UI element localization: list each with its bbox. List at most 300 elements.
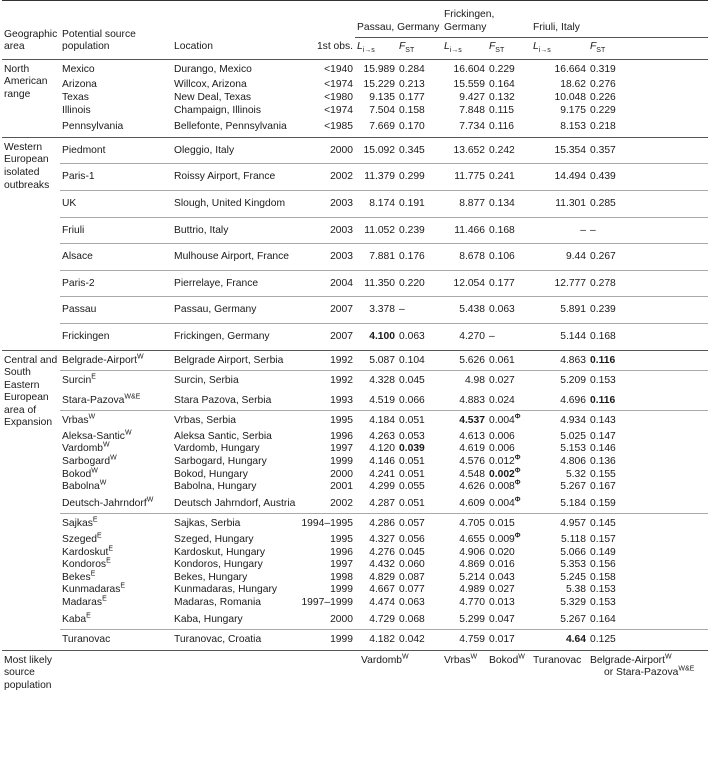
header-fst-stat: $F_{ST}$ <box>588 38 708 60</box>
header-location: Location <box>172 1 297 59</box>
frickingen-fst-cell: 0.024 <box>489 394 515 406</box>
friuli-l-cell: 5.184 <box>560 497 586 509</box>
passau-l-cell: 4.276 <box>369 546 395 558</box>
location-cell: Slough, United Kingdom <box>172 190 297 217</box>
source-population-cell: Babolna$^W$ <box>62 479 107 493</box>
friuli-l-cell: 10.048 <box>554 91 586 103</box>
source-population-cell: Piedmont <box>60 137 172 164</box>
frickingen-fst-cell: 0.063 <box>487 297 531 324</box>
friuli-l-cell: 8.153 <box>560 121 586 133</box>
superscript-mark: W <box>518 653 525 661</box>
passau-fst-cell: 0.239 <box>397 217 442 244</box>
passau-l-cell: 4.286 <box>355 514 397 534</box>
passau-l-cell: 4.182 <box>355 630 397 651</box>
table-row <box>2 117 708 137</box>
frickingen-l-cell: 4.906 <box>459 546 485 558</box>
location-cell: Sajkas, Serbia <box>172 514 297 534</box>
first-observation-cell: 2007 <box>297 323 355 350</box>
frickingen-l-cell: 4.537 <box>442 411 487 431</box>
friuli-l-cell: 5.025 <box>560 430 586 442</box>
superscript-mark: E <box>96 532 102 540</box>
passau-fst-cell: 0.053 <box>399 430 425 442</box>
location-cell: Deutsch Jahrndorf, Austria <box>174 497 296 509</box>
passau-fst-cell: 0.045 <box>399 546 425 558</box>
friuli-l-cell: 5.144 <box>531 323 588 350</box>
passau-fst-cell: 0.063 <box>397 323 442 350</box>
frickingen-l-cell: 4.613 <box>459 430 485 442</box>
location-cell: New Deal, Texas <box>174 91 252 103</box>
location-cell: Bokod, Hungary <box>174 468 248 480</box>
location-cell: Babolna, Hungary <box>174 481 257 493</box>
first-observation-cell: 1997 <box>330 443 353 455</box>
friuli-fst-cell: 0.226 <box>590 91 616 103</box>
frickingen-l-cell: 4.98 <box>442 371 487 391</box>
header-friuli-group: Friuli, Italy <box>531 1 708 38</box>
source-population-cell: Madaras$^E$ <box>62 595 107 608</box>
table-row <box>2 469 708 482</box>
friuli-fst-cell: – <box>588 217 708 244</box>
phi-mark: Φ <box>514 532 521 540</box>
frickingen-fst-cell: 0.006 <box>489 430 515 442</box>
location-cell: Champaign, Illinois <box>174 104 261 116</box>
source-population-cell: Paris-2 <box>60 270 172 297</box>
source-friuli-fst: Belgrade-Airport$^W$ or Stara-Pazova$^{W\&E}$ <box>588 650 708 692</box>
table-row <box>2 137 708 164</box>
location-cell: Kaba, Hungary <box>174 613 243 625</box>
friuli-l-cell: 4.957 <box>531 514 588 534</box>
passau-fst-cell: 0.170 <box>399 121 425 133</box>
phi-mark: Φ <box>514 413 521 421</box>
first-observation-cell: <1940 <box>324 63 353 75</box>
header-geographic-area: Geographic area <box>2 1 60 59</box>
friuli-fst-cell: 0.276 <box>590 79 616 91</box>
frickingen-l-cell: 4.869 <box>459 559 485 571</box>
first-observation-cell: 2000 <box>297 137 355 164</box>
location-cell: Surcin, Serbia <box>172 371 297 391</box>
passau-l-cell: 11.350 <box>355 270 397 297</box>
passau-fst-cell: 0.104 <box>397 350 442 371</box>
passau-fst-cell: 0.220 <box>397 270 442 297</box>
first-observation-cell: 1998 <box>330 571 353 583</box>
table-row <box>2 411 708 431</box>
table-row <box>2 350 708 371</box>
friuli-fst-cell: 0.439 <box>588 164 708 191</box>
passau-l-cell: 4.120 <box>369 443 395 455</box>
table-row <box>2 190 708 217</box>
friuli-fst-cell: 0.239 <box>588 297 708 324</box>
passau-fst-cell: 0.039 <box>399 443 425 455</box>
passau-l-cell: 4.241 <box>369 468 395 480</box>
first-observation-cell: 2007 <box>297 297 355 324</box>
superscript-mark: W&E <box>678 665 695 673</box>
passau-fst-cell: 0.045 <box>397 371 442 391</box>
first-observation-cell: 1996 <box>330 546 353 558</box>
first-observation-cell: 2000 <box>330 468 353 480</box>
frickingen-l-cell: 4.609 <box>459 497 485 509</box>
frickingen-l-cell: 12.054 <box>442 270 487 297</box>
source-population-cell: Alsace <box>60 244 172 271</box>
location-cell: Bekes, Hungary <box>174 571 248 583</box>
friuli-fst-cell: 0.159 <box>590 497 616 509</box>
passau-l-cell: 7.669 <box>369 121 395 133</box>
header-fst-stat: $F_{ST}$ <box>397 38 442 60</box>
friuli-fst-cell: 0.285 <box>588 190 708 217</box>
frickingen-l-cell: 4.989 <box>459 584 485 596</box>
passau-fst-cell: 0.077 <box>399 584 425 596</box>
table-row <box>2 164 708 191</box>
frickingen-fst-cell: 0.015 <box>487 514 531 534</box>
frickingen-l-cell: 5.299 <box>459 613 485 625</box>
friuli-fst-cell: 0.125 <box>588 630 708 651</box>
phi-mark: Φ <box>514 454 521 462</box>
source-population-cell: Sarbogard$^W$ <box>62 454 117 468</box>
location-cell: Passau, Germany <box>172 297 297 324</box>
superscript-mark: W <box>664 653 672 661</box>
frickingen-l-cell: 11.775 <box>442 164 487 191</box>
friuli-fst-cell: 0.136 <box>590 456 616 468</box>
source-population-cell: Kaba$^E$ <box>62 612 91 625</box>
passau-l-cell: 4.432 <box>369 559 395 571</box>
friuli-l-cell: 4.64 <box>531 630 588 651</box>
table-row <box>2 59 708 79</box>
source-population-cell: Turanovac <box>60 630 172 651</box>
passau-fst-cell: 0.345 <box>397 137 442 164</box>
superscript-mark: W <box>402 653 409 661</box>
table-row-footer <box>2 650 708 692</box>
table-row <box>2 270 708 297</box>
frickingen-l-cell: 5.438 <box>442 297 487 324</box>
superscript-mark: E <box>102 595 107 603</box>
friuli-l-cell: 4.696 <box>560 394 586 406</box>
passau-l-cell: 4.328 <box>355 371 397 391</box>
passau-fst-cell: 0.177 <box>399 91 425 103</box>
location-cell: Belgrade Airport, Serbia <box>172 350 297 371</box>
passau-l-cell: 3.378 <box>355 297 397 324</box>
header-l-stat: $L_{i\to s}$ <box>442 38 487 60</box>
first-observation-cell: <1985 <box>324 121 353 133</box>
first-observation-cell: 1992 <box>297 350 355 371</box>
table-row <box>2 494 708 514</box>
superscript-mark: W <box>146 496 154 504</box>
frickingen-l-cell: 4.705 <box>442 514 487 534</box>
table-row <box>2 514 708 534</box>
location-cell: Kondoros, Hungary <box>174 559 263 571</box>
location-cell: Madaras, Romania <box>174 597 261 608</box>
friuli-fst-cell: 0.357 <box>588 137 708 164</box>
friuli-fst-cell: 0.146 <box>590 443 616 455</box>
location-cell: Oleggio, Italy <box>172 137 297 164</box>
friuli-l-cell: 5.118 <box>560 534 586 546</box>
passau-fst-cell: 0.051 <box>397 411 442 431</box>
table-row <box>2 323 708 350</box>
first-observation-cell: 1997–1999 <box>301 597 353 608</box>
source-population-cell: Pennsylvania <box>62 121 124 133</box>
passau-l-cell: 8.174 <box>355 190 397 217</box>
frickingen-l-cell: 16.604 <box>453 63 485 75</box>
passau-l-cell: 4.729 <box>369 613 395 625</box>
first-observation-cell: 1995 <box>330 534 353 546</box>
frickingen-l-cell: 4.759 <box>442 630 487 651</box>
first-observation-cell: 1999 <box>330 456 353 468</box>
table-row <box>2 297 708 324</box>
passau-l-cell: 9.135 <box>369 91 395 103</box>
superscript-mark: E <box>108 545 114 553</box>
frickingen-fst-cell: 0.177 <box>487 270 531 297</box>
frickingen-fst-cell: 0.027 <box>489 584 515 596</box>
source-population-cell: Frickingen <box>60 323 172 350</box>
friuli-fst-cell: 0.319 <box>590 63 616 75</box>
table-row <box>2 244 708 271</box>
frickingen-fst-cell: 0.013 <box>489 597 515 608</box>
passau-l-cell: 15.092 <box>355 137 397 164</box>
location-cell: Vrbas, Serbia <box>172 411 297 431</box>
frickingen-l-cell: 4.548 <box>459 468 485 480</box>
frickingen-l-cell: 15.559 <box>453 79 485 91</box>
header-first-observation: 1st obs. <box>297 1 355 59</box>
superscript-mark: E <box>106 557 111 565</box>
source-population-cell: Kardoskut$^E$ <box>62 545 114 558</box>
frickingen-fst-cell: 0.115 <box>489 104 515 116</box>
friuli-fst-cell: 0.218 <box>590 121 616 133</box>
passau-l-cell: 4.474 <box>369 597 395 608</box>
frickingen-fst-cell: 0.116 <box>489 121 515 133</box>
table-row <box>2 481 708 494</box>
frickingen-fst-cell: 0.017 <box>487 630 531 651</box>
friuli-l-cell: 4.863 <box>531 350 588 371</box>
friuli-fst-cell: 0.229 <box>590 104 616 116</box>
friuli-l-cell: 5.38 <box>565 584 586 596</box>
header-fst-stat: $F_{ST}$ <box>487 38 531 60</box>
friuli-l-cell: 5.245 <box>560 571 586 583</box>
source-population-cell: Szeged$^E$ <box>62 532 102 546</box>
passau-fst-cell: 0.284 <box>399 63 425 75</box>
location-cell: Turanovac, Croatia <box>172 630 297 651</box>
frickingen-l-cell: 7.848 <box>459 104 485 116</box>
source-population-cell: Passau <box>60 297 172 324</box>
table-row <box>2 443 708 456</box>
frickingen-l-cell: 11.466 <box>442 217 487 244</box>
friuli-l-cell: 5.267 <box>560 613 586 625</box>
passau-fst-cell: 0.056 <box>399 534 425 546</box>
location-cell: Stara Pazova, Serbia <box>174 394 272 406</box>
frickingen-l-cell: 4.576 <box>459 456 485 468</box>
location-cell: Buttrio, Italy <box>172 217 297 244</box>
superscript-mark: E <box>91 373 96 381</box>
source-population-cell: Belgrade-Airport$^W$ <box>60 350 172 371</box>
frickingen-fst-cell: $0.004^\Phi$ <box>487 411 531 431</box>
passau-fst-cell: 0.051 <box>399 497 425 509</box>
source-population-cell: Bekes$^E$ <box>62 570 96 583</box>
source-passau: Vardomb$^W$ <box>355 650 442 692</box>
friuli-l-cell: 9.44 <box>531 244 588 271</box>
first-observation-cell: 1997 <box>330 559 353 571</box>
frickingen-fst-cell: 0.229 <box>489 63 515 75</box>
source-friuli-l: Turanovac <box>531 650 588 692</box>
passau-l-cell: 4.667 <box>369 584 395 596</box>
frickingen-l-cell: 4.655 <box>459 534 485 546</box>
passau-fst-cell: 0.055 <box>399 481 425 493</box>
frickingen-fst-cell: 0.047 <box>489 613 515 625</box>
friuli-fst-cell: 0.149 <box>590 546 616 558</box>
friuli-l-cell: 5.32 <box>565 468 586 480</box>
source-population-cell: Surcin$^E$ <box>60 371 172 391</box>
frickingen-fst-cell: – <box>487 323 531 350</box>
passau-l-cell: 15.989 <box>363 63 395 75</box>
first-observation-cell: 2004 <box>297 270 355 297</box>
first-observation-cell: <1980 <box>324 91 353 103</box>
source-population-cell: Bokod$^W$ <box>62 467 98 480</box>
passau-fst-cell: 0.066 <box>399 394 425 406</box>
superscript-mark: W <box>136 353 144 361</box>
first-observation-cell: 2003 <box>297 217 355 244</box>
passau-fst-cell: 0.087 <box>399 571 425 583</box>
first-observation-cell: 1992 <box>297 371 355 391</box>
source-population-cell: Kondoros$^E$ <box>62 557 111 571</box>
frickingen-fst-cell: 0.006 <box>489 443 515 455</box>
superscript-mark: W <box>124 429 132 437</box>
passau-fst-cell: 0.057 <box>397 514 442 534</box>
location-cell: Durango, Mexico <box>174 63 252 75</box>
frickingen-l-cell: 13.652 <box>442 137 487 164</box>
location-cell: Frickingen, Germany <box>172 323 297 350</box>
frickingen-l-cell: 4.626 <box>459 481 485 493</box>
first-observation-cell: 1995 <box>297 411 355 431</box>
first-observation-cell: 2002 <box>330 497 353 509</box>
passau-fst-cell: 0.213 <box>399 79 425 91</box>
friuli-fst-cell: 0.147 <box>590 430 616 442</box>
passau-l-cell: 4.327 <box>369 534 395 546</box>
passau-fst-cell: 0.042 <box>397 630 442 651</box>
frickingen-fst-cell: $0.009^\Phi$ <box>489 532 521 546</box>
source-population-cell: Illinois <box>62 104 91 116</box>
location-cell: Vardomb, Hungary <box>174 443 260 455</box>
frickingen-fst-cell: 0.242 <box>487 137 531 164</box>
table-row <box>2 559 708 572</box>
frickingen-fst-cell: 0.061 <box>487 350 531 371</box>
friuli-fst-cell: 0.167 <box>590 481 616 493</box>
first-observation-cell: <1974 <box>324 104 353 116</box>
frickingen-l-cell: 8.678 <box>442 244 487 271</box>
superscript-mark: E <box>86 612 91 620</box>
superscript-mark: W <box>110 454 117 462</box>
frickingen-l-cell: 7.734 <box>459 121 485 133</box>
source-population-cell: Deutsch-Jahrndorf$^W$ <box>62 496 154 509</box>
frickingen-l-cell: 4.883 <box>459 394 485 406</box>
friuli-l-cell: 4.934 <box>531 411 588 431</box>
passau-l-cell: 4.263 <box>369 430 395 442</box>
fst-likelihood-table <box>2 0 708 693</box>
first-observation-cell: 2003 <box>297 244 355 271</box>
source-population-cell: Sajkas$^E$ <box>60 514 172 534</box>
table-row <box>2 79 708 92</box>
passau-l-cell: 4.146 <box>369 456 395 468</box>
friuli-fst-cell: 0.157 <box>590 534 616 546</box>
frickingen-fst-cell: $0.012^\Phi$ <box>489 454 521 468</box>
table-row <box>2 371 708 391</box>
superscript-mark: W&E <box>124 393 141 401</box>
source-population-cell: Friuli <box>60 217 172 244</box>
first-observation-cell: 1994–1995 <box>297 514 355 534</box>
location-cell: Roissy Airport, France <box>172 164 297 191</box>
passau-l-cell: 11.379 <box>355 164 397 191</box>
friuli-fst-cell: 0.168 <box>588 323 708 350</box>
first-observation-cell: 2003 <box>297 190 355 217</box>
location-cell: Sarbogard, Hungary <box>174 456 267 468</box>
table-row <box>2 456 708 469</box>
header-l-stat: $L_{i\to s}$ <box>531 38 588 60</box>
frickingen-fst-cell: 0.241 <box>487 164 531 191</box>
most-likely-source-label: Most likely source population <box>2 650 60 692</box>
frickingen-l-cell: 5.626 <box>442 350 487 371</box>
passau-l-cell: 7.881 <box>355 244 397 271</box>
location-cell: Szeged, Hungary <box>174 534 254 546</box>
first-observation-cell: 1996 <box>330 430 353 442</box>
frickingen-fst-cell: 0.016 <box>489 559 515 571</box>
source-population-cell: Aleksa-Santic$^W$ <box>62 429 132 442</box>
passau-l-cell: 11.052 <box>355 217 397 244</box>
friuli-l-cell: 11.301 <box>531 190 588 217</box>
passau-fst-cell: 0.051 <box>399 468 425 480</box>
frickingen-l-cell: 4.770 <box>459 597 485 608</box>
geographic-area-cell: Central and South Eastern European area of Expansion <box>2 350 60 650</box>
friuli-l-cell: 14.494 <box>531 164 588 191</box>
geographic-area-cell: North American range <box>4 63 48 100</box>
passau-l-cell: 4.184 <box>355 411 397 431</box>
friuli-fst-cell: 0.156 <box>590 559 616 571</box>
passau-fst-cell: 0.191 <box>397 190 442 217</box>
friuli-fst-cell: 0.267 <box>588 244 708 271</box>
table-row <box>2 105 708 118</box>
source-frickingen-fst: Bokod$^W$ <box>487 650 531 692</box>
geographic-area-cell: Western European isolated outbreaks <box>2 137 60 350</box>
superscript-mark: W <box>103 442 110 450</box>
friuli-l-cell: 5.209 <box>531 371 588 391</box>
table-row <box>2 610 708 630</box>
friuli-l-cell: 16.664 <box>554 63 586 75</box>
passau-l-cell: 5.087 <box>355 350 397 371</box>
phi-mark: Φ <box>514 479 521 487</box>
source-population-cell: Vardomb$^W$ <box>62 442 110 455</box>
table-row <box>2 584 708 597</box>
first-observation-cell: <1974 <box>324 79 353 91</box>
passau-l-cell: 4.299 <box>369 481 395 493</box>
friuli-l-cell: 9.175 <box>560 104 586 116</box>
source-population-cell: Stara-Pazova$^{W\&E}$ <box>62 393 141 406</box>
frickingen-fst-cell: 0.164 <box>489 79 515 91</box>
frickingen-fst-cell: $0.002^\Phi$ <box>489 467 521 480</box>
friuli-l-cell: 4.806 <box>560 456 586 468</box>
friuli-l-cell: 5.891 <box>531 297 588 324</box>
location-cell: Bellefonte, Pennsylvania <box>174 121 287 133</box>
table-row <box>2 597 708 610</box>
friuli-fst-cell: 0.153 <box>590 597 616 608</box>
first-observation-cell: 1999 <box>330 584 353 596</box>
frickingen-fst-cell: 0.132 <box>489 91 515 103</box>
friuli-l-cell: 5.066 <box>560 546 586 558</box>
passau-fst-cell: 0.176 <box>397 244 442 271</box>
location-cell: Pierrelaye, France <box>172 270 297 297</box>
source-population-cell: Texas <box>62 91 89 103</box>
friuli-fst-cell: 0.164 <box>590 613 616 625</box>
passau-l-cell: 4.287 <box>369 497 395 509</box>
frickingen-fst-cell: $0.008^\Phi$ <box>489 479 521 493</box>
friuli-fst-cell: 0.145 <box>588 514 708 534</box>
friuli-l-cell: 5.329 <box>560 597 586 608</box>
passau-fst-cell: 0.299 <box>397 164 442 191</box>
frickingen-fst-cell: 0.168 <box>487 217 531 244</box>
header-passau-group: Passau, Germany <box>355 1 442 38</box>
friuli-l-cell: 15.354 <box>531 137 588 164</box>
